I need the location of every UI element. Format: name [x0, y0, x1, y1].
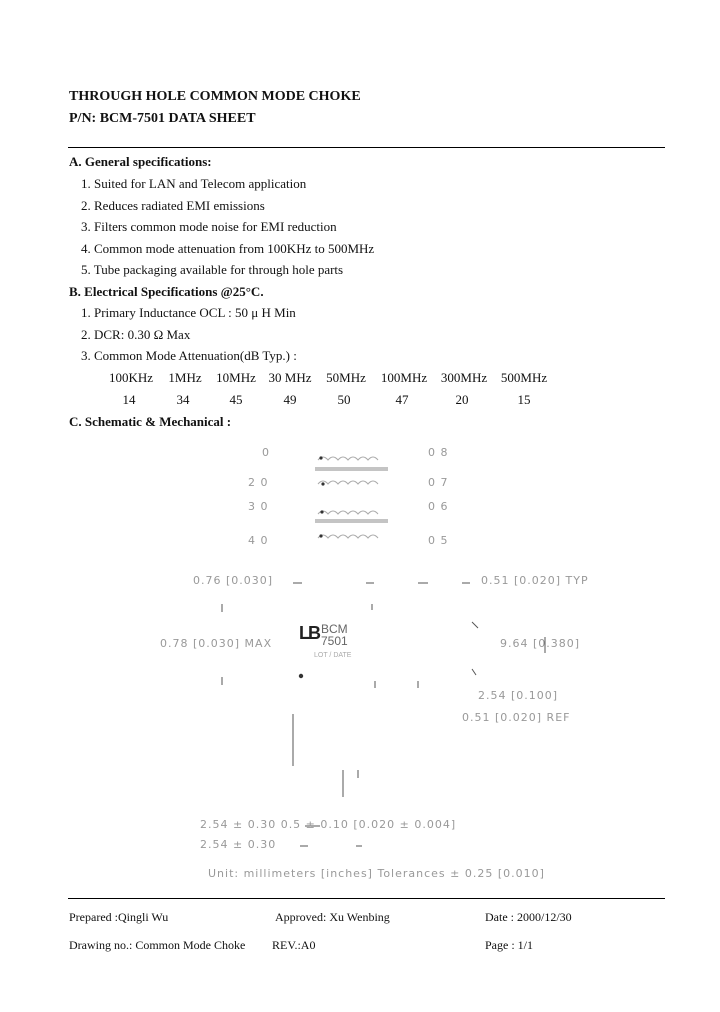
electrical-specs-heading: B. Electrical Specifications @25°C. [69, 284, 264, 299]
approved-by: Approved: Xu Wenbing [275, 910, 390, 924]
pin-label: 0 8 [428, 446, 449, 459]
freq-header: 100MHz [380, 370, 428, 385]
freq-header: 300MHz [440, 370, 488, 385]
electrical-spec-item: 1. Primary Inductance OCL : 50 μ H Min [81, 305, 296, 320]
pin-label: 3 0 [248, 500, 269, 513]
attenuation-value: 50 [337, 392, 351, 407]
pin-label: 0 5 [428, 534, 449, 547]
pin-label: 0 6 [428, 500, 449, 513]
freq-header: 10MHz [216, 370, 256, 385]
freq-header: 100KHz [108, 370, 154, 385]
units-note: Unit: millimeters [inches] Tolerances ± 0.25 [0.010] [208, 867, 545, 880]
freq-header: 30 MHz [268, 370, 312, 385]
pin-label: 2 0 [248, 476, 269, 489]
brand-logo: LB [299, 623, 319, 643]
schematic-heading: C. Schematic & Mechanical : [69, 414, 232, 429]
attenuation-value: 15 [517, 392, 531, 407]
marking-text: BCM [321, 622, 348, 636]
freq-header: 50MHz [326, 370, 366, 385]
electrical-spec-item: 3. Common Mode Attenuation(dB Typ.) : [81, 348, 297, 363]
dimension-label: 9.64 [0.380] [500, 637, 581, 650]
general-specs-heading: A. General specifications: [69, 154, 212, 169]
attenuation-value: 34 [176, 392, 190, 407]
electrical-spec-item: 2. DCR: 0.30 Ω Max [81, 327, 191, 342]
attenuation-value: 20 [455, 392, 469, 407]
general-spec-item: 3. Filters common mode noise for EMI reduction [81, 219, 337, 234]
document-title: THROUGH HOLE COMMON MODE CHOKE [69, 89, 361, 104]
dimension-label: 2.54 ± 0.30 [200, 838, 277, 851]
marking-text: LOT / DATE [314, 652, 352, 659]
general-spec-item: 2. Reduces radiated EMI emissions [81, 198, 265, 213]
drawing-number: Drawing no.: Common Mode Choke [69, 938, 246, 952]
pin-label: 4 0 [248, 534, 269, 547]
pin-label: 0 7 [428, 476, 449, 489]
general-spec-item: 4. Common mode attenuation from 100KHz to 500MHz [81, 241, 375, 256]
freq-header: 500MHz [500, 370, 548, 385]
dimension-label: 0.76 [0.030] [193, 574, 274, 587]
general-spec-item: 1. Suited for LAN and Telecom application [81, 176, 307, 191]
general-spec-item: 5. Tube packaging available for through hole parts [81, 262, 344, 277]
footer-divider [68, 898, 665, 899]
attenuation-value: 47 [395, 392, 409, 407]
attenuation-value: 45 [229, 392, 243, 407]
dimension-label: 0.51 [0.020] TYP [481, 574, 589, 587]
freq-header: 1MHz [168, 370, 202, 385]
revision: REV.:A0 [272, 938, 316, 952]
attenuation-value: 49 [283, 392, 297, 407]
dimension-label: 2.54 [0.100] [478, 689, 559, 702]
prepared-by: Prepared :Qingli Wu [69, 910, 169, 924]
page-number: Page : 1/1 [485, 938, 533, 952]
marking-text: 7501 [321, 634, 348, 648]
document-date: Date : 2000/12/30 [485, 910, 572, 924]
dimension-label: 2.54 ± 0.30 0.5 ± 0.10 [0.020 ± 0.004] [200, 818, 457, 831]
attenuation-value: 14 [122, 392, 136, 407]
dimension-label: 0.51 [0.020] REF [462, 711, 571, 724]
part-number-title: P/N: BCM-7501 DATA SHEET [69, 111, 256, 126]
dimension-label: 0.78 [0.030] MAX [160, 637, 273, 650]
pin-label: 0 [262, 446, 270, 459]
